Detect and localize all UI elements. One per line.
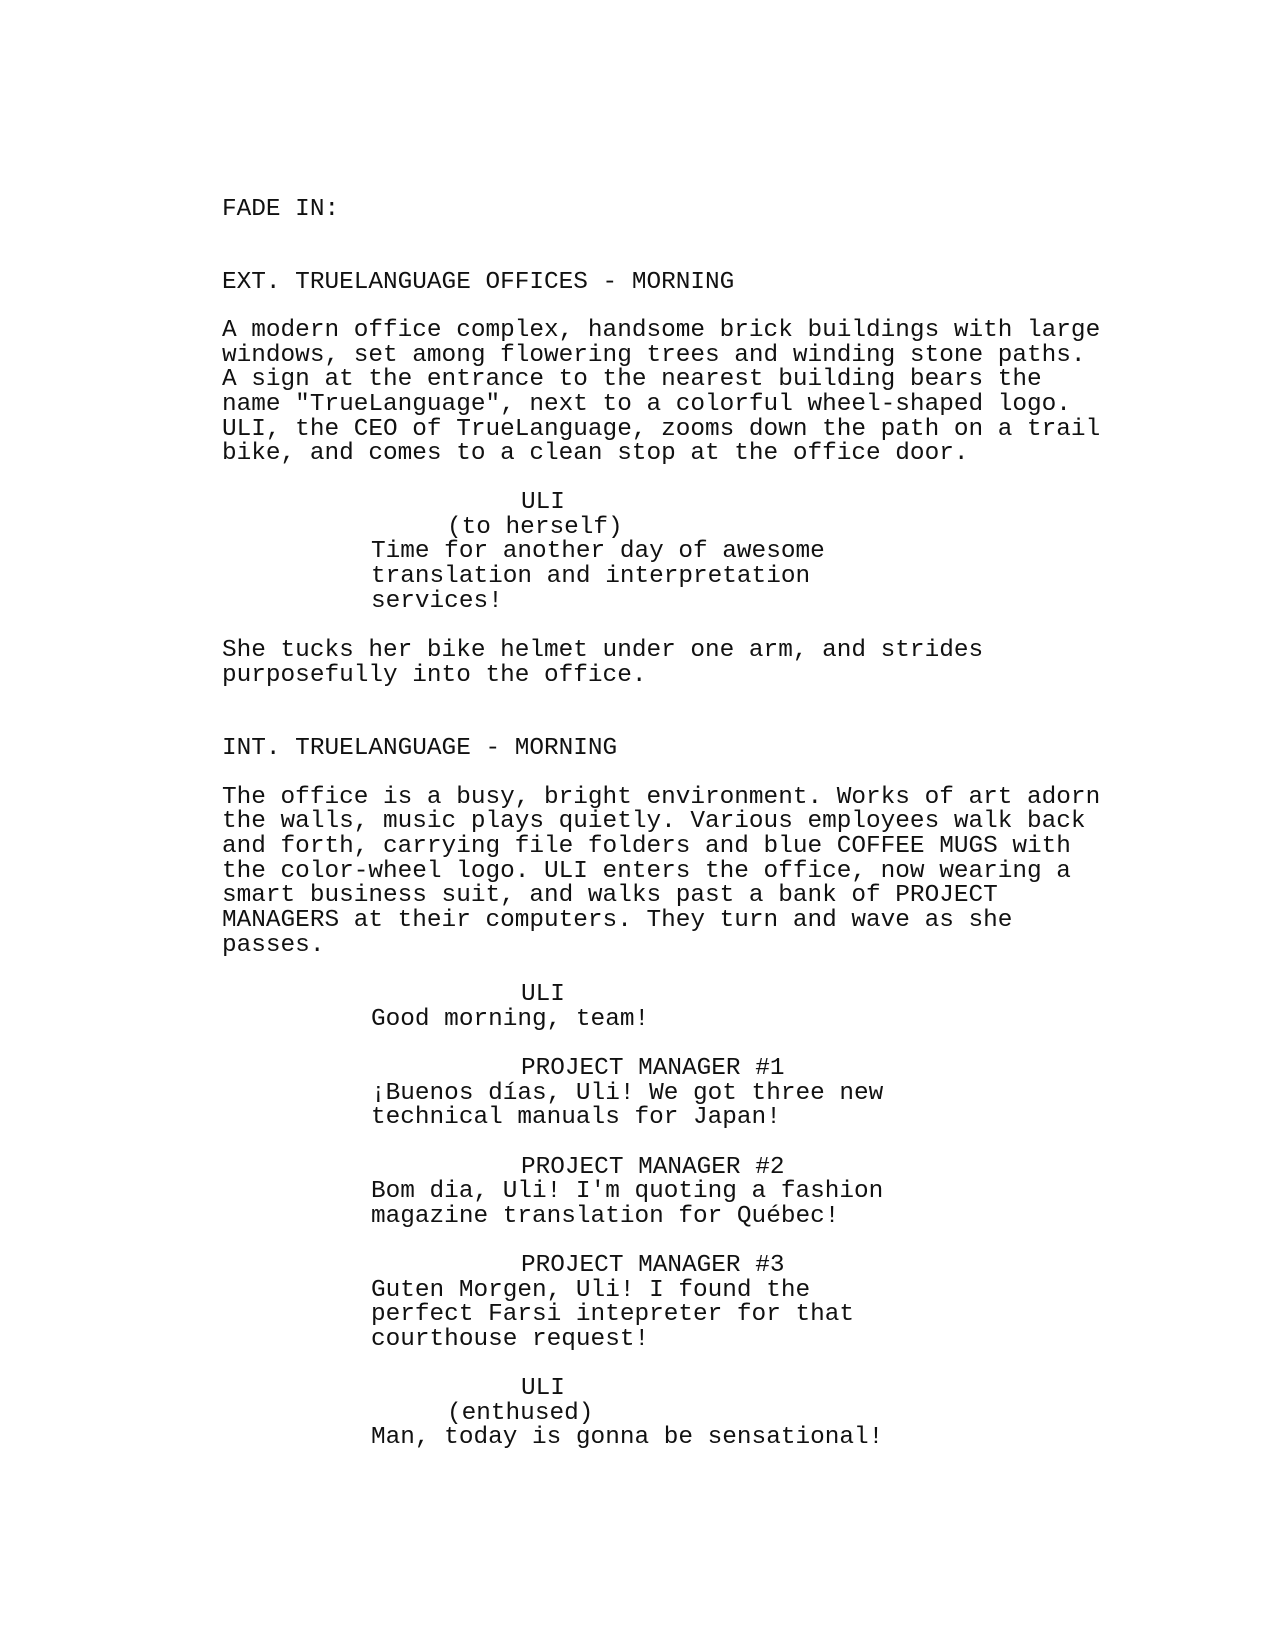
action-line: passes. — [222, 932, 325, 959]
action-line: purposefully into the office. — [222, 662, 647, 689]
scene-heading: INT. TRUELANGUAGE - MORNING — [222, 735, 618, 762]
action-line: MANAGERS at their computers. They turn and wave as she — [222, 907, 1013, 934]
transition: FADE IN: — [222, 196, 340, 223]
dialogue-line: Man, today is gonna be sensational! — [371, 1424, 884, 1451]
action-line: A modern office complex, handsome brick buildings with large — [222, 317, 1101, 344]
dialogue-line: Guten Morgen, Uli! I found the — [371, 1277, 811, 1304]
dialogue-line: technical manuals for Japan! — [371, 1104, 781, 1131]
character-name: PROJECT MANAGER #1 — [521, 1055, 785, 1082]
action-line: smart business suit, and walks past a bank of PROJECT — [222, 882, 998, 909]
action-line: and forth, carrying file folders and blue COFFEE MUGS with — [222, 833, 1071, 860]
action-line: windows, set among flowering trees and winding stone paths. — [222, 342, 1086, 369]
dialogue-line: perfect Farsi intepreter for that — [371, 1301, 855, 1328]
action-line: name "TrueLanguage", next to a colorful wheel-shaped logo. — [222, 391, 1071, 418]
character-name: ULI — [521, 981, 565, 1008]
dialogue-line: magazine translation for Québec! — [371, 1203, 840, 1230]
action-line: She tucks her bike helmet under one arm, and strides — [222, 637, 984, 664]
dialogue-line: translation and interpretation — [371, 563, 811, 590]
character-name: PROJECT MANAGER #2 — [521, 1154, 785, 1181]
parenthetical: (enthused) — [447, 1400, 594, 1427]
action-line: The office is a busy, bright environment. Works of art adorn — [222, 784, 1101, 811]
dialogue-line: Good morning, team! — [371, 1006, 650, 1033]
action-line: ULI, the CEO of TrueLanguage, zooms down the path on a trail — [222, 416, 1101, 443]
dialogue-line: services! — [371, 588, 503, 615]
action-line: the color-wheel logo. ULI enters the office, now wearing a — [222, 858, 1071, 885]
parenthetical: (to herself) — [447, 514, 623, 541]
scene-heading: EXT. TRUELANGUAGE OFFICES - MORNING — [222, 269, 735, 296]
dialogue-line: Bom dia, Uli! I'm quoting a fashion — [371, 1178, 884, 1205]
character-name: ULI — [521, 489, 565, 516]
action-line: A sign at the entrance to the nearest building bears the — [222, 366, 1042, 393]
action-line: the walls, music plays quietly. Various employees walk back — [222, 808, 1086, 835]
character-name: ULI — [521, 1375, 565, 1402]
action-line: bike, and comes to a clean stop at the office door. — [222, 440, 969, 467]
dialogue-line: Time for another day of awesome — [371, 538, 825, 565]
dialogue-line: ¡Buenos días, Uli! We got three new — [371, 1080, 884, 1107]
character-name: PROJECT MANAGER #3 — [521, 1252, 785, 1279]
dialogue-line: courthouse request! — [371, 1326, 650, 1353]
